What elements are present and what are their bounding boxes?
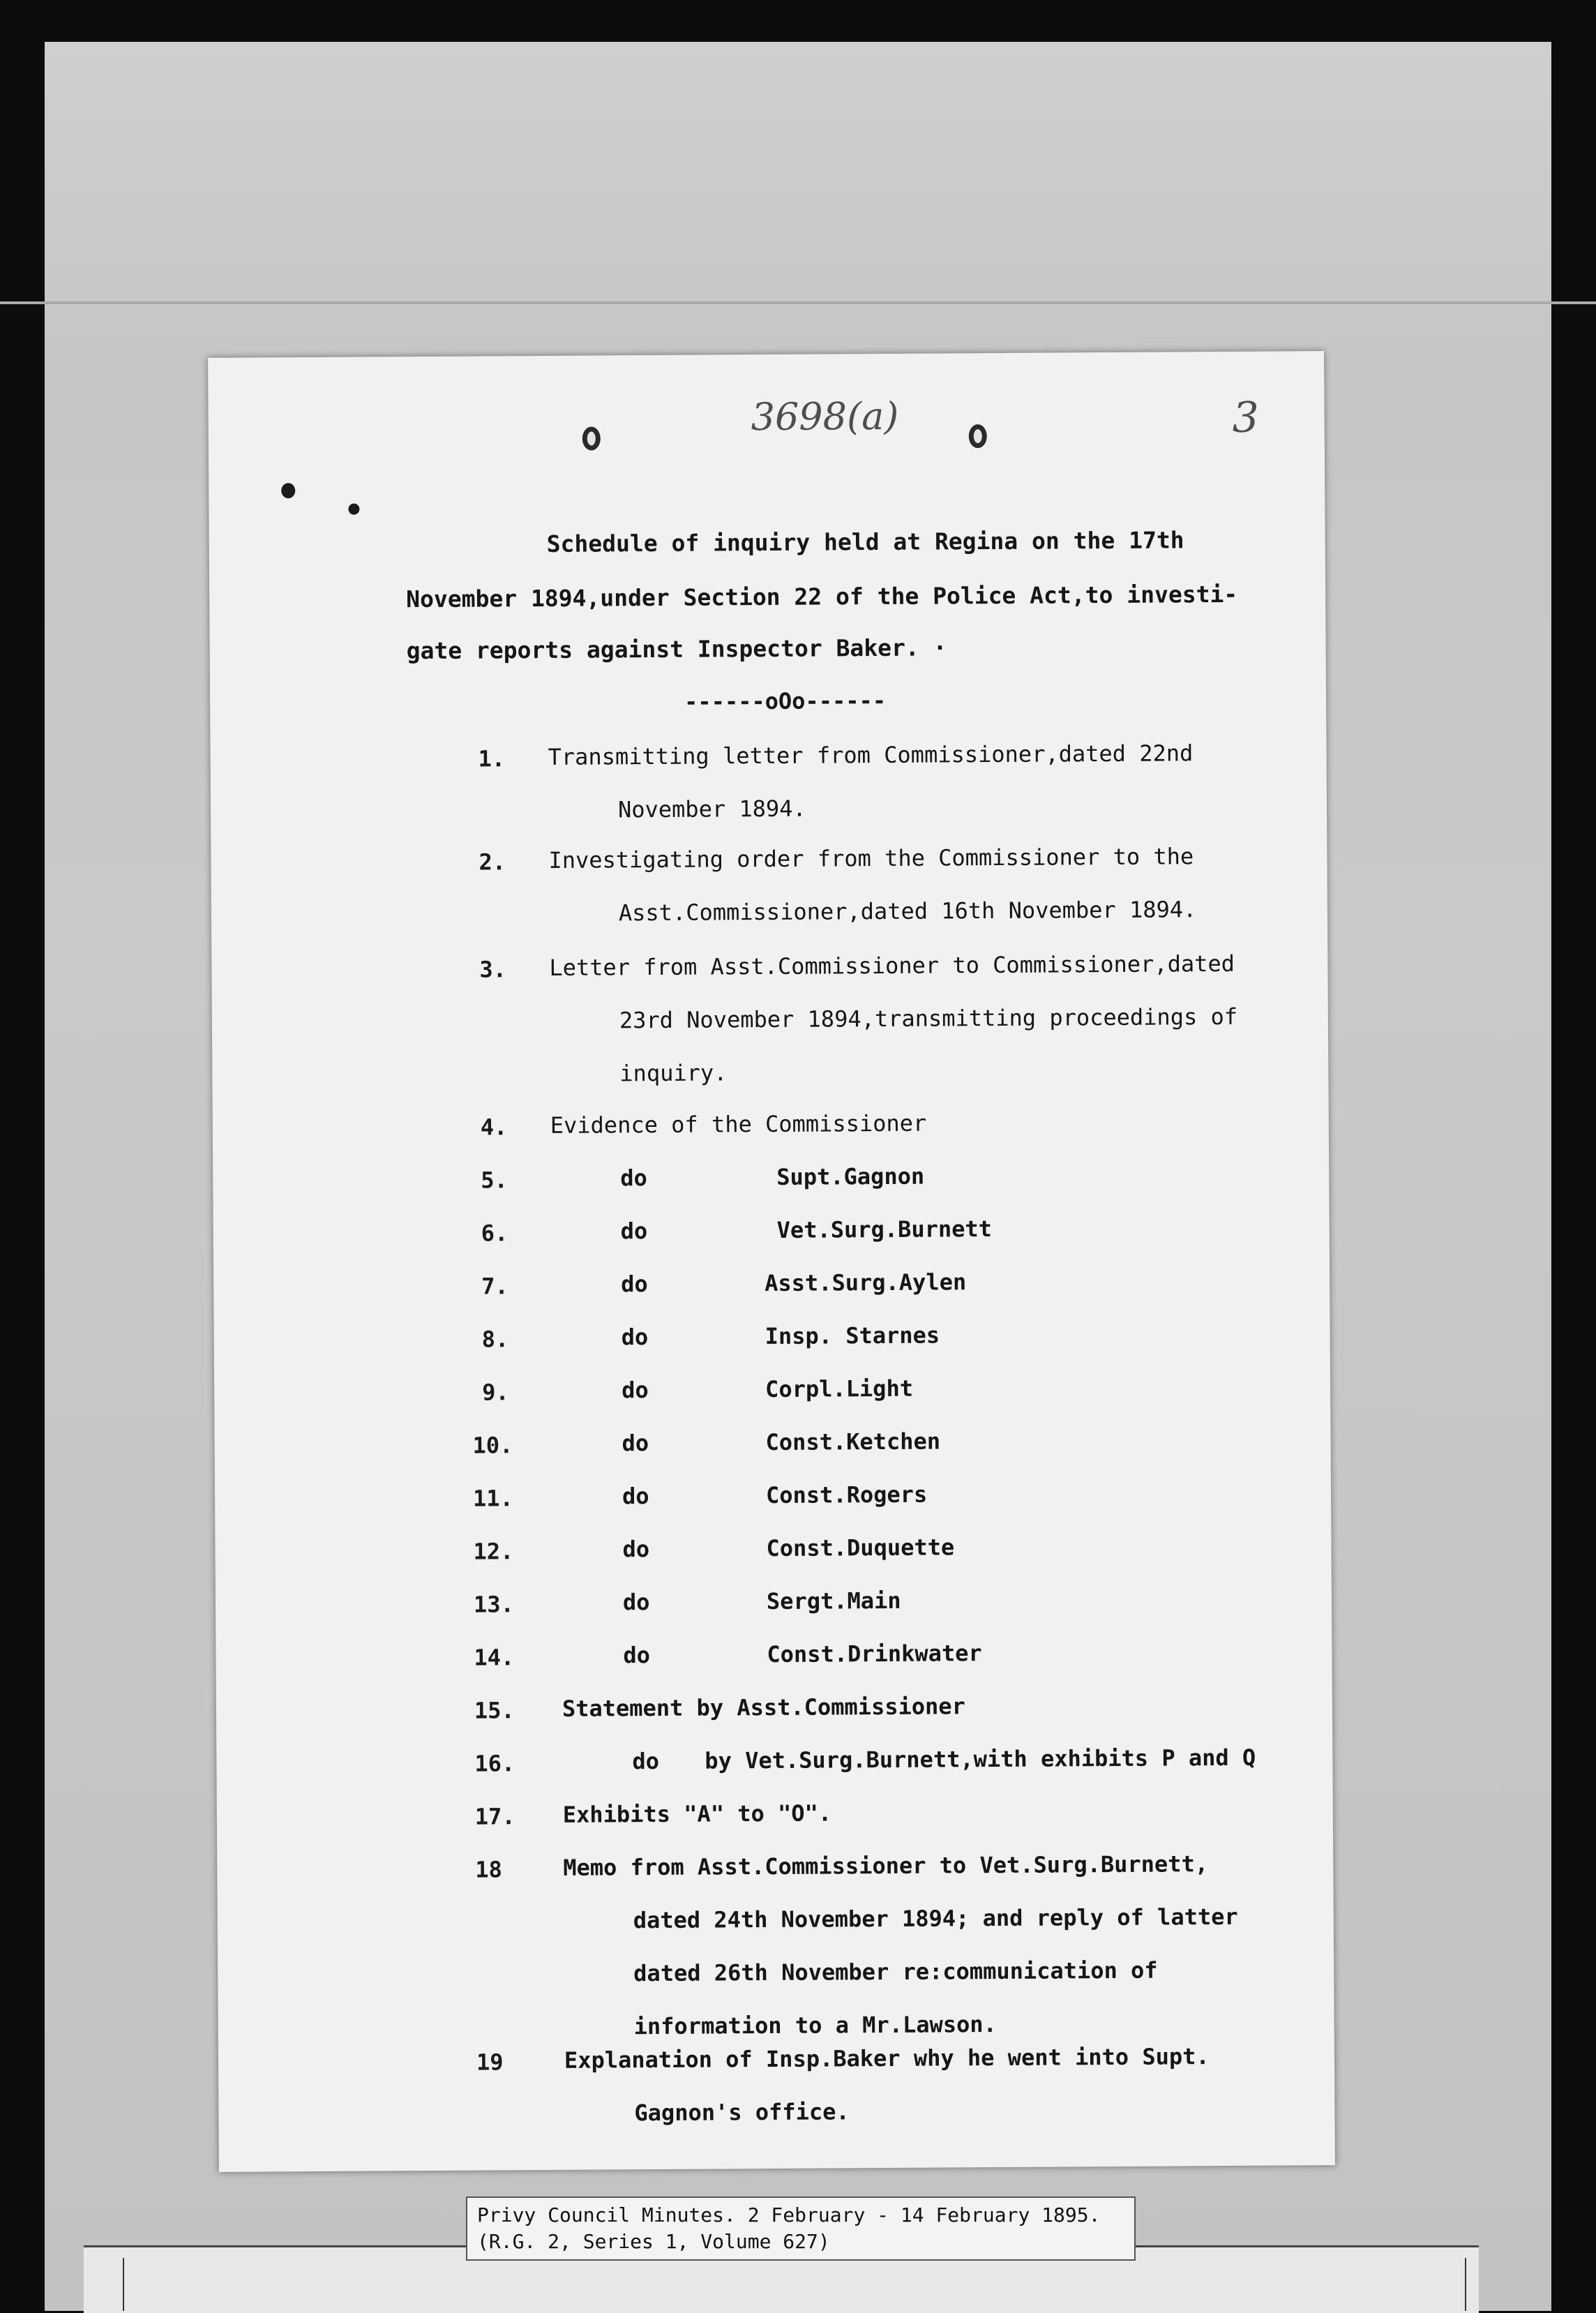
item-text: 23rd November 1894,transmitting proceedings of: [619, 1003, 1238, 1034]
item-number: 11.: [472, 1485, 513, 1512]
witness-name: Asst.Surg.Aylen: [765, 1268, 967, 1297]
item-text: Gagnon's office.: [634, 2098, 850, 2127]
item-text: inquiry.: [619, 1059, 728, 1087]
witness-name: Const.Ketchen: [765, 1428, 941, 1456]
witness-name: Vet.Surg.Burnett: [776, 1215, 993, 1243]
item-text: Letter from Asst.Commissioner to Commissioner,dated: [549, 950, 1235, 981]
ink-speck: [348, 504, 359, 515]
item-text: dated 26th November re:communication of: [633, 1956, 1158, 1987]
title-line-2: November 1894,under Section 22 of the Police Act,to investi-: [406, 580, 1238, 613]
card-edge: [1465, 2258, 1466, 2311]
item-number: 14.: [474, 1644, 515, 1671]
item-number: 6.: [481, 1220, 509, 1247]
witness-name: Const.Rogers: [765, 1481, 928, 1509]
archive-label-line-2: (R.G. 2, Series 1, Volume 627): [477, 2230, 830, 2253]
item-number: 8.: [481, 1326, 509, 1353]
item-text: Exhibits "A" to "O".: [562, 1799, 832, 1828]
item-text: Explanation of Insp.Baker why he went into Supt.: [564, 2043, 1210, 2074]
archive-label-line-1: Privy Council Minutes. 2 February - 14 February 1895.: [477, 2203, 1101, 2226]
ditto-mark: do: [622, 1536, 650, 1563]
item-number: 19: [476, 2049, 504, 2076]
title-line-1: Schedule of inquiry held at Regina on the 17th: [546, 526, 1184, 557]
ditto-mark: do: [621, 1271, 648, 1298]
card-edge: [123, 2258, 124, 2311]
item-number: 15.: [474, 1697, 515, 1724]
item-text: Investigating order from the Commissioner to the: [548, 843, 1194, 874]
punch-hole-right: [969, 424, 987, 448]
item-number: 13.: [473, 1591, 514, 1618]
item-text: November 1894.: [617, 795, 806, 823]
item-number: 2.: [479, 848, 506, 876]
ditto-mark: do: [622, 1589, 650, 1616]
item-text: Statement by Asst.Commissioner: [562, 1693, 965, 1722]
archive-label: [466, 2196, 1136, 2261]
item-number: 3.: [479, 956, 507, 983]
ditto-mark: do: [622, 1377, 649, 1404]
item-number: 12.: [473, 1538, 514, 1565]
witness-name: Supt.Gagnon: [776, 1162, 925, 1190]
item-number: 18: [475, 1856, 502, 1883]
witness-name: Corpl.Light: [765, 1375, 914, 1403]
handwritten-number: 3698(a): [751, 394, 899, 440]
punch-hole-left: [582, 426, 601, 450]
item-text: Memo from Asst.Commissioner to Vet.Surg.Burnett,: [563, 1850, 1209, 1881]
witness-name: Insp. Starnes: [765, 1322, 940, 1350]
item-text: Asst.Commissioner,dated 16th November 1894.: [618, 896, 1197, 927]
ditto-mark: do: [621, 1324, 649, 1351]
ink-speck: [281, 483, 295, 498]
item-number: 17.: [474, 1803, 515, 1830]
separator: ------oOo------: [684, 687, 887, 715]
item-text: Evidence of the Commissioner: [550, 1109, 927, 1139]
item-text: dated 24th November 1894; and reply of latter: [633, 1903, 1238, 1934]
item-number: 9.: [482, 1379, 509, 1406]
item-number: 16.: [474, 1750, 515, 1777]
ditto-mark: do: [622, 1430, 649, 1457]
item-text: by Vet.Surg.Burnett,with exhibits P and Q: [705, 1744, 1256, 1774]
item-number: 10.: [472, 1432, 513, 1459]
ditto-mark: do: [620, 1218, 648, 1245]
witness-name: Const.Drinkwater: [767, 1640, 982, 1668]
item-number: 7.: [481, 1273, 509, 1300]
item-text: Transmitting letter from Commissioner,dated 22nd: [548, 740, 1194, 770]
item-number: 5.: [481, 1167, 508, 1194]
handwritten-page-number: 3: [1232, 393, 1260, 442]
ditto-mark: do: [632, 1747, 660, 1775]
document-sheet: [208, 351, 1335, 2172]
title-line-3: gate reports against Inspector Baker. ·: [406, 634, 947, 665]
ditto-mark: do: [622, 1483, 649, 1510]
ditto-mark: do: [623, 1642, 651, 1669]
ditto-mark: do: [620, 1165, 647, 1192]
item-number: 1.: [478, 745, 506, 772]
witness-name: Sergt.Main: [766, 1587, 901, 1615]
fold-line: [0, 301, 1596, 304]
witness-name: Const.Duquette: [766, 1534, 955, 1562]
item-number: 4.: [480, 1114, 508, 1141]
item-text: information to a Mr.Lawson.: [633, 2011, 997, 2040]
